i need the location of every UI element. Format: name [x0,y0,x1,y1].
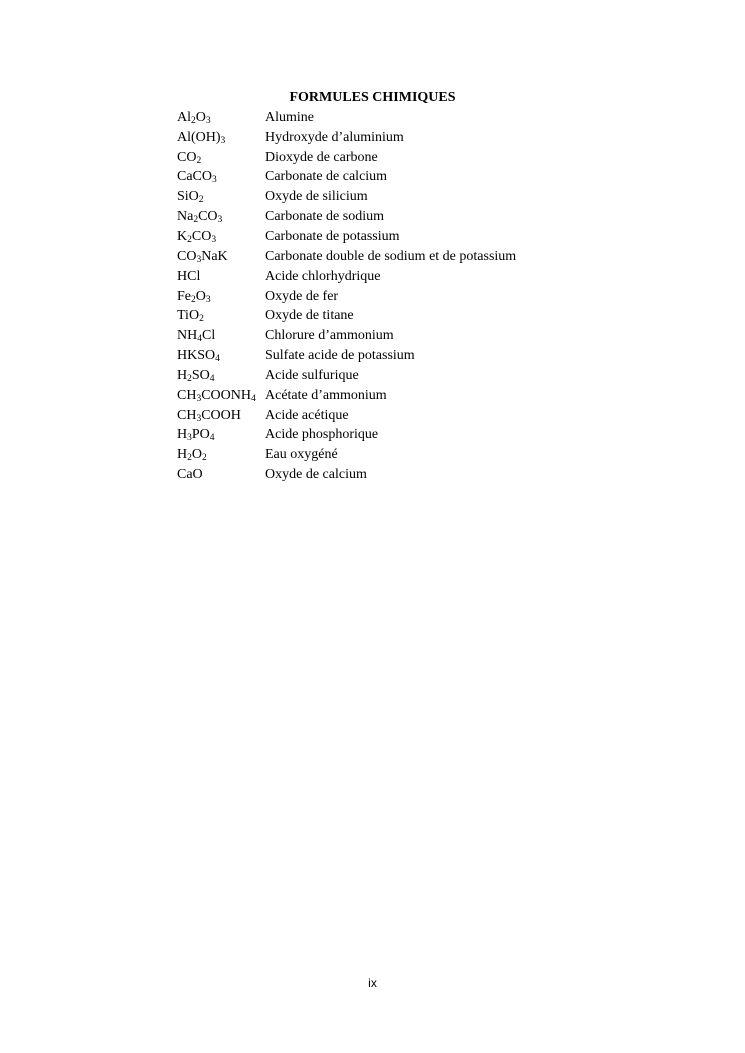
formula-subscript: 3 [205,115,211,126]
compound-name: Acétate d’ammonium [265,387,387,403]
glossary-row [177,465,597,485]
formula-subscript: 3 [217,215,223,226]
chemical-formula [177,446,265,464]
formula-text: CH [177,407,197,423]
compound-name: Carbonate de sodium [265,209,384,225]
compound-name: Hydroxyde d’aluminium [265,129,404,145]
chemical-formula [177,367,265,385]
glossary-row [177,445,597,465]
glossary-row [177,326,597,346]
formula-subscript: 2 [198,195,204,206]
formula-text: CO [198,209,218,225]
formula-subscript: 2 [202,453,207,464]
glossary-row [177,247,597,267]
formula-text: Al [177,109,191,125]
chemical-formula [177,129,265,147]
chemical-formula [177,387,265,405]
formula-subscript: 2 [187,234,192,245]
formula-subscript: 3 [205,294,211,305]
chemical-formula [177,188,265,206]
formula-subscript: 4 [209,433,215,444]
compound-name: Acide chlorhydrique [265,268,381,284]
compound-name: Carbonate de potassium [265,228,400,244]
formula-subscript: 2 [199,314,204,325]
formula-subscript: 3 [212,175,217,186]
formula-text: Al(OH) [177,129,221,145]
glossary-row [177,148,597,168]
formula-text: HKSO [177,348,216,364]
compound-name: Acide sulfurique [265,367,359,383]
chemical-formula [177,426,265,444]
compound-name: Oxyde de calcium [265,467,367,483]
formula-text: NaK [201,248,228,264]
compound-name: Oxyde de fer [265,288,339,304]
formula-text: H [177,447,188,463]
chemical-formula [177,466,265,484]
formula-subscript: 2 [196,155,202,166]
formula-text: O [191,447,202,463]
formula-glossary [177,108,597,485]
compound-name: Alumine [265,109,314,125]
glossary-row [177,346,597,366]
compound-name: Chlorure d’ammonium [265,328,394,344]
chemical-formula [177,347,265,365]
compound-name: Sulfate acide de potassium [265,348,415,364]
chemical-formula [177,407,265,425]
formula-subscript: 2 [191,294,196,305]
formula-subscript: 4 [197,334,202,345]
formula-text: O [195,288,206,304]
glossary-row [177,287,597,307]
formula-text: CaO [177,467,203,483]
chemical-formula [177,327,265,345]
formula-subscript: 2 [193,215,199,226]
formula-text: O [195,109,206,125]
formula-subscript: 4 [209,373,215,384]
chemical-formula [177,288,265,306]
formula-text: CO [177,248,197,264]
chemical-formula [177,268,265,286]
glossary-row [177,168,597,188]
formula-text: Fe [177,288,191,304]
formula-text: CaCO [177,169,212,185]
glossary-row [177,187,597,207]
chemical-formula [177,228,265,246]
formula-text: H [177,427,188,443]
formula-text: HCl [177,268,201,284]
formula-text: CO [191,228,212,244]
formula-subscript: 4 [215,354,220,365]
chemical-formula [177,248,265,266]
compound-name: Acide phosphorique [265,427,379,443]
formula-subscript: 3 [196,393,202,404]
formula-text: Cl [201,328,216,344]
formula-subscript: 3 [196,254,202,265]
compound-name: Oxyde de titane [265,308,354,324]
page-title: FORMULES CHIMIQUES [289,90,456,105]
glossary-row [177,386,597,406]
formula-text: Na [177,209,194,225]
compound-name: Acide acétique [265,407,349,423]
formula-subscript: 4 [250,393,256,404]
formula-text: K [177,228,188,244]
glossary-row [177,426,597,446]
compound-name: Dioxyde de carbone [265,149,378,165]
formula-subscript: 3 [211,234,217,245]
glossary-row [177,366,597,386]
formula-subscript: 2 [187,373,192,384]
formula-text: COOH [201,407,241,423]
formula-text: CH [177,387,197,403]
formula-text: PO [191,427,210,443]
glossary-row [177,207,597,227]
formula-text: TiO [177,308,200,324]
page-number: ix [368,976,377,990]
formula-subscript: 2 [191,115,196,126]
chemical-formula [177,208,265,226]
glossary-row [177,406,597,426]
formula-text: SiO [177,189,199,205]
formula-text: SO [191,367,210,383]
formula-text: CO [177,149,197,165]
compound-name: Carbonate double de sodium et de potassium [265,248,517,264]
glossary-row [177,267,597,287]
glossary-row [177,128,597,148]
formula-subscript: 3 [187,433,192,444]
formula-subscript: 3 [196,413,202,424]
formula-subscript: 3 [220,135,226,146]
formula-text: NH [177,328,198,344]
glossary-row [177,306,597,326]
glossary-row [177,227,597,247]
compound-name: Eau oxygéné [265,447,338,463]
chemical-formula [177,149,265,167]
chemical-formula [177,109,265,127]
chemical-formula [177,168,265,186]
glossary-row [177,108,597,128]
chemical-formula [177,307,265,325]
formula-text: COONH [201,387,251,403]
compound-name: Oxyde de silicium [265,189,368,205]
compound-name: Carbonate de calcium [265,169,388,185]
formula-subscript: 2 [187,453,192,464]
formula-text: H [177,367,188,383]
